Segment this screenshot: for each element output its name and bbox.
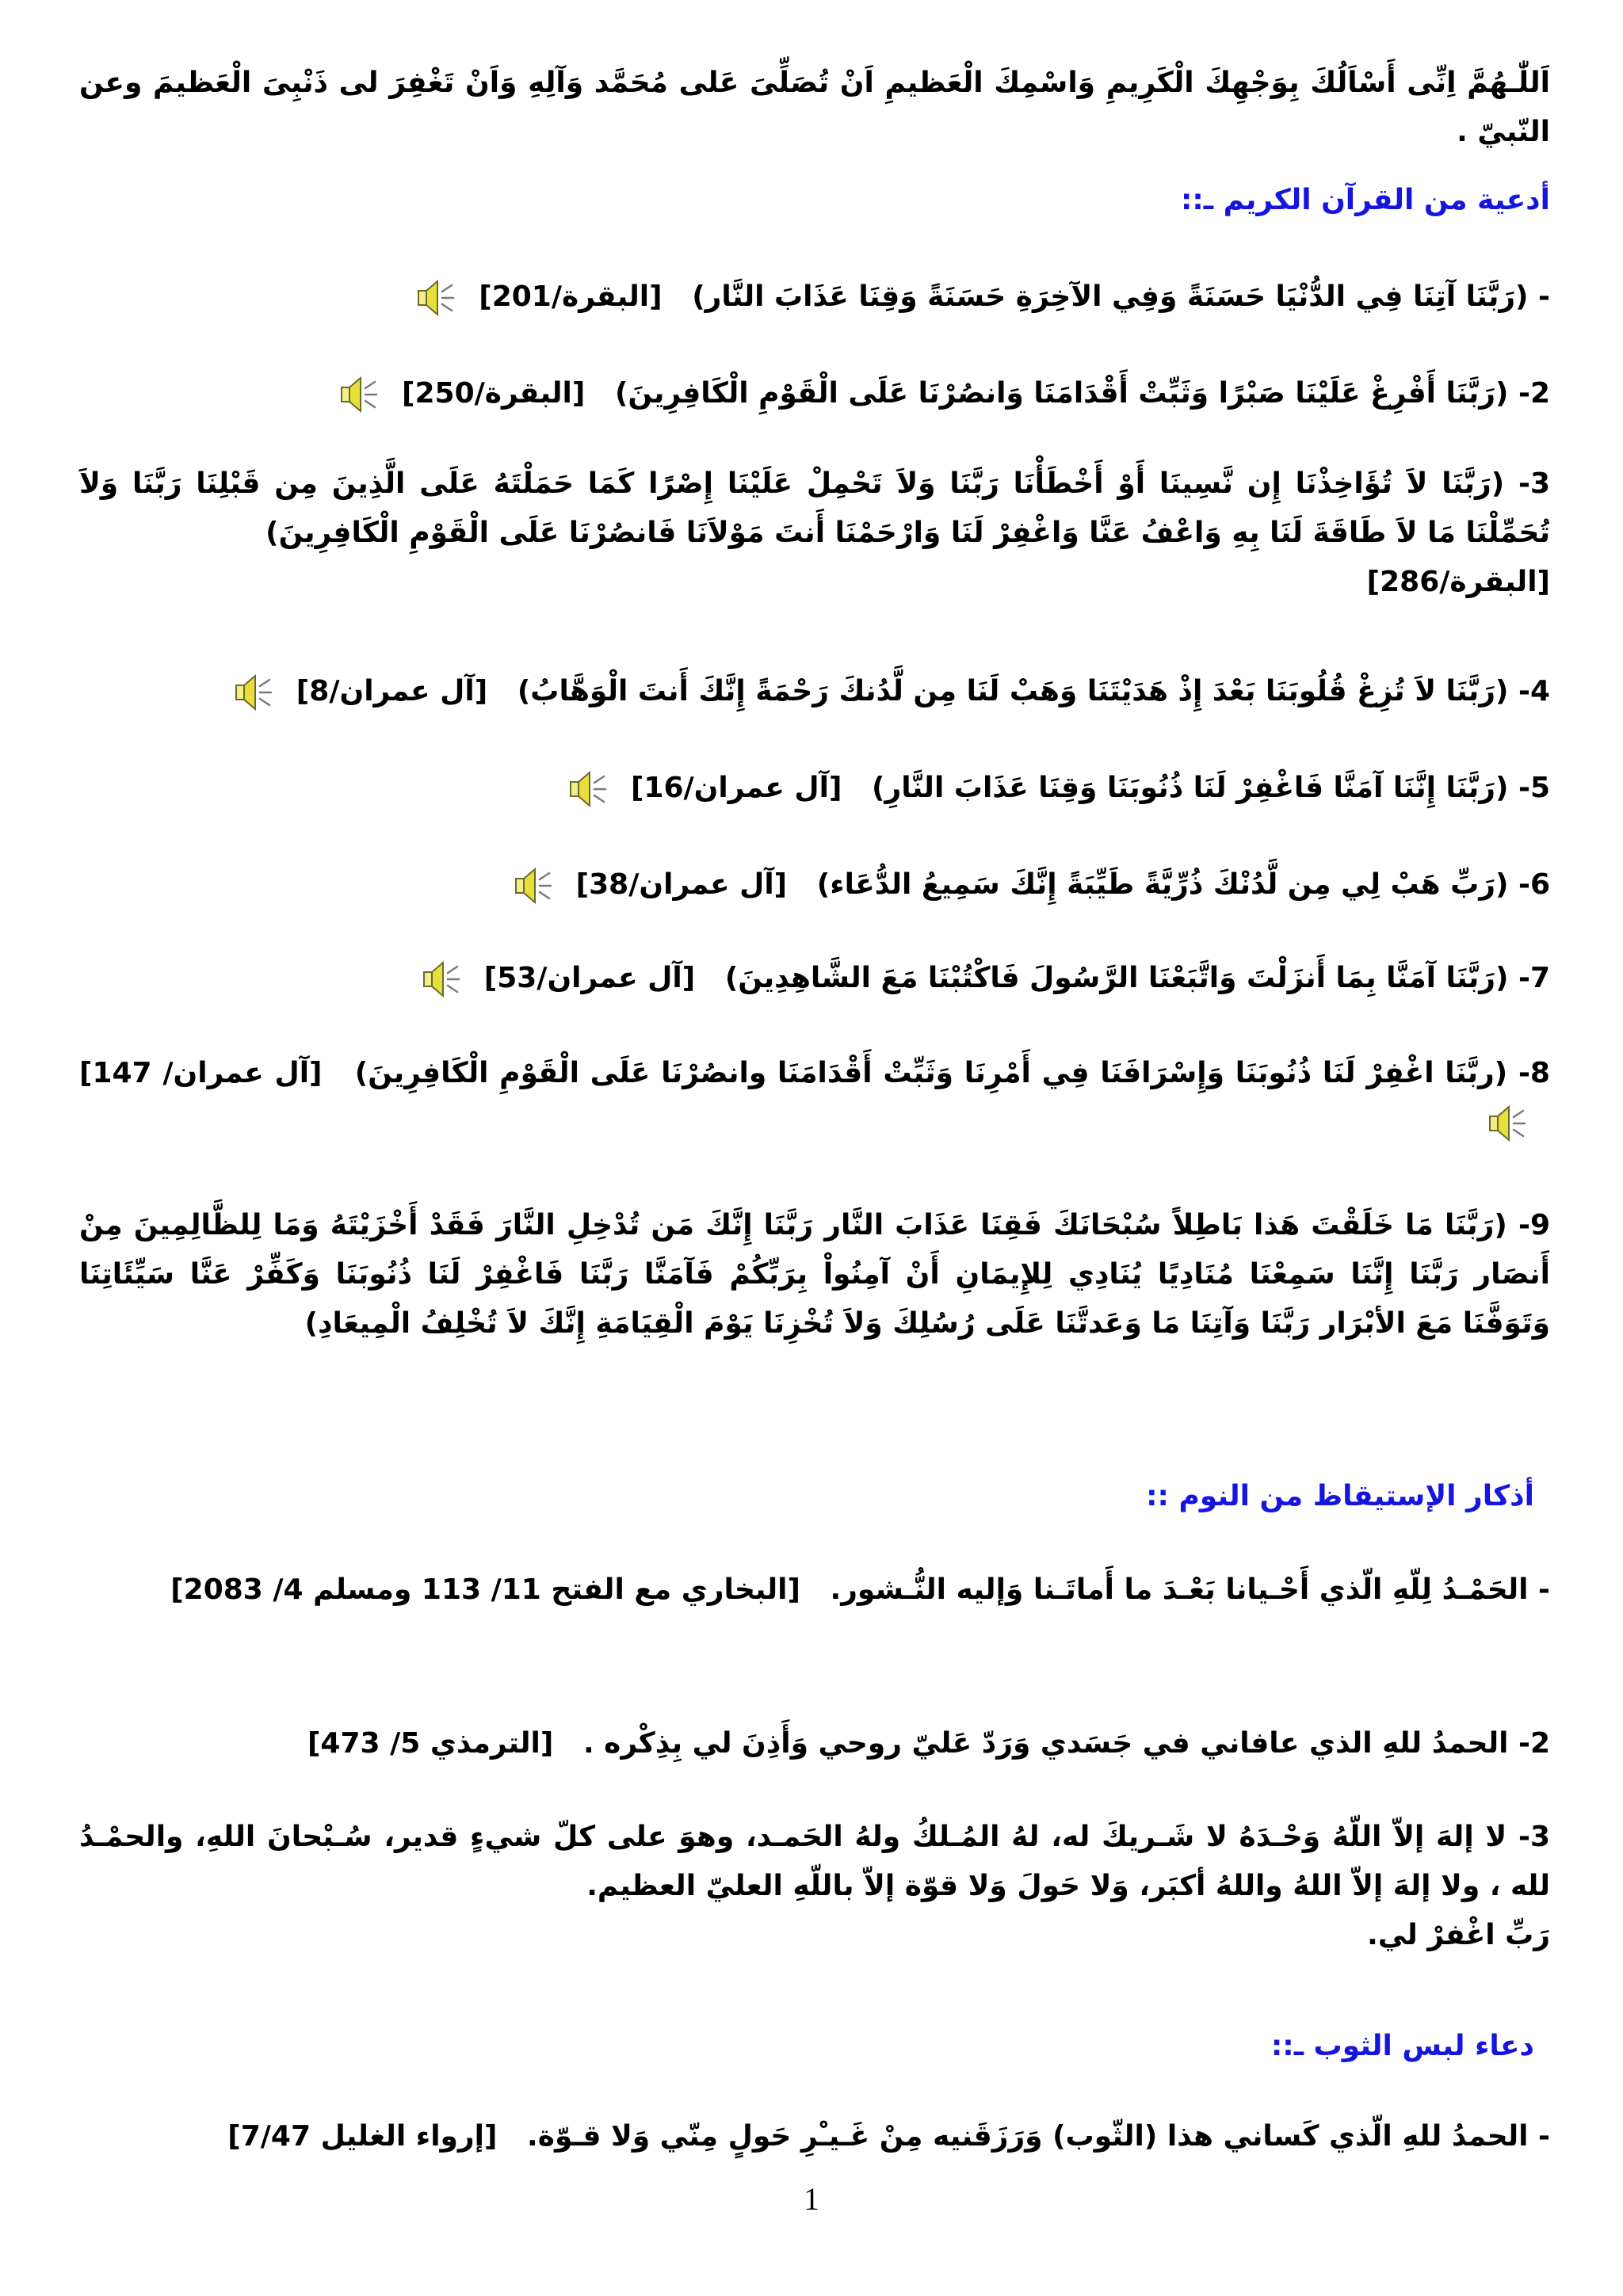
dua-prefix: - <box>1528 280 1550 313</box>
clothes-dua-prefix: - <box>1528 2120 1550 2153</box>
section-heading-waking-text: أذكار الإستيقاظ من النوم :: <box>1146 1480 1534 1512</box>
dhikr-source: [البخاري مع الفتح 11/ 113 ومسلم 4/ 2083] <box>170 1573 800 1606</box>
page-number: 1 <box>804 2181 819 2217</box>
dua-text: (رَبَّنَا أَفْرِغْ عَلَيْنَا صَبْرًا وَثَبِّتْ أَقْدَامَنَا وَانصُرْنَا عَلَى الْقَوْمِ الْكَافِرِينَ) <box>614 377 1509 410</box>
waking-dhikr-2 <box>79 1719 1550 1768</box>
dua-source: [البقرة/201] <box>479 280 663 313</box>
waking-dhikr-3 <box>79 1813 1550 1960</box>
quran-dua-8 <box>79 1049 1550 1147</box>
speaker-icon[interactable] <box>1485 1103 1528 1144</box>
dua-prefix: 9- <box>1507 1209 1550 1241</box>
dua-source: [آل عمران/53] <box>483 962 696 994</box>
quran-dua-1 <box>79 273 1550 322</box>
speaker-icon[interactable] <box>231 672 274 713</box>
dua-prefix: 3- <box>1504 467 1551 500</box>
dhikr-prefix: - <box>1528 1573 1550 1606</box>
speaker-icon[interactable] <box>511 865 554 906</box>
dhikr-text: الحَمْـدُ لِلّهِ الّذي أَحْـيانا بَعْـدَ ما أَماتَـنا وَإليه النُّـشور. <box>830 1573 1529 1606</box>
section-heading-clothes-text: دعاء لبس الثوب ـ:: <box>1270 2030 1534 2062</box>
dua-text: (رَبَّنَا آتِنَا فِي الدُّنْيَا حَسَنَةً وَفِي الآخِرَةِ حَسَنَةً وَقِنَا عَذَابَ النَّار) <box>692 280 1529 313</box>
dua-text: (رَبَّنَا لاَ تُزِغْ قُلُوبَنَا بَعْدَ إِذْ هَدَيْتَنَا وَهَبْ لَنَا مِن لَّدُنكَ رَحْمَةً إِنَّكَ أَنتَ الْوَهَّابُ) <box>517 675 1509 707</box>
dhikr-prefix: 2- <box>1508 1727 1550 1760</box>
dua-text: (ربَّنَا اغْفِرْ لَنَا ذُنُوبَنَا وَإِسْرَافَنَا فِي أَمْرِنَا وَثَبِّتْ أَقْدَامَنَا وانصُرْنَا عَلَى الْقَوْمِ الْكَافِرِينَ) <box>354 1057 1508 1089</box>
dua-source: [آل عمران/ 147] <box>79 1057 323 1089</box>
dua-text: (رَبَّنَا لاَ تُؤَاخِذْنَا إِن نَّسِينَا أَوْ أَخْطَأْنَا رَبَّنَا وَلاَ تَحْمِلْ عَلَيْنَا إِصْرًا كَمَا حَمَلْتَهُ عَلَى الَّذِينَ مِن قَبْلِنَا رَبَّنَا وَلاَ تُحَمِّلْنَا مَا لاَ طَاقَةَ لَنَا بِهِ وَاعْفُ عَنَّا وَاغْفِرْ لَنَا وَارْحَمْنَا أَنتَ مَوْلاَنَا فَانصُرْنَا عَلَى الْقَوْمِ الْكَافِرِينَ) <box>79 467 1550 549</box>
section-heading-clothes <box>79 2022 1534 2071</box>
speaker-icon[interactable] <box>337 374 380 415</box>
waking-dhikr-1 <box>79 1566 1550 1615</box>
dua-text: (رَبَّنَا إِنَّنَا آمَنَّا فَاغْفِرْ لَنَا ذُنُوبَنَا وَقِنَا عَذَابَ النَّارِ) <box>872 772 1509 804</box>
dhikr-text: الحمدُ للهِ الذي عافاني في جَسَدي وَرَدّ عَليّ روحي وَأَذِنَ لي بِذِكْره . <box>582 1727 1509 1760</box>
dhikr-prefix: 3- <box>1507 1821 1550 1853</box>
section-heading-waking <box>79 1472 1534 1521</box>
quran-dua-5 <box>79 764 1550 813</box>
intro-dua-text: اَللّٰـهُمَّ اِنِّی أَسْاَلُكَ بِوَجْهِكَ الْكَرِیمِ وَاسْمِكَ الْعَظیمِ اَنْ تُصَلِّیَ عَلی مُحَمَّد وَآلِهِ وَاَنْ تَغْفِرَ لی ذَنْبِیَ الْعَظیمَ وعن النّبيّ . <box>79 67 1550 148</box>
quran-dua-6 <box>79 860 1550 910</box>
dhikr-source: [الترمذي 5/ 473] <box>307 1727 554 1760</box>
dua-text: (رَبَّنَا مَا خَلَقْتَ هَذا بَاطِلاً سُبْحَانَكَ فَقِنَا عَذَابَ النَّار رَبَّنَا إِنَّكَ مَن تُدْخِلِ النَّارَ فَقَدْ أَخْزَيْتَهُ وَمَا لِلظَّالِمِينَ مِنْ أَنصَار رَبَّنَا إِنَّنَا سَمِعْنَا مُنَادِيًا يُنَادِي لِلإِيمَانِ أَنْ آمِنُواْ بِرَبِّكُمْ فَآمَنَّا رَبَّنَا فَاغْفِرْ لَنَا ذُنُوبَنَا وَكَفِّرْ عَنَّا سَيِّئَاتِنَا وَتَوَفَّنَا مَعَ الأبْرَار رَبَّنَا وَآتِنَا مَا وَعَدتَّنَا عَلَى رُسُلِكَ وَلاَ تُخْزِنَا يَوْمَ الْقِيَامَةِ إِنَّكَ لاَ تُخْلِفُ الْمِيعَادِ) <box>79 1209 1550 1340</box>
dua-source: [آل عمران/16] <box>630 772 842 804</box>
dua-prefix: 4- <box>1508 675 1550 707</box>
speaker-icon[interactable] <box>566 769 609 810</box>
dua-prefix: 7- <box>1508 962 1550 994</box>
clothes-dua-text: الحمدُ للهِ الّذي كَساني هذا (الثّوب) وَرَزَقَنيه مِنْ غَـيـْرِ حَولٍ مِنّي وَلا قـوّة. <box>527 2120 1529 2153</box>
quran-dua-3 <box>79 460 1550 607</box>
speaker-icon[interactable] <box>414 277 456 318</box>
dua-text: (رَبَّنَا آمَنَّا بِمَا أَنزَلْتَ وَاتَّبَعْنَا الرَّسُولَ فَاكْتُبْنَا مَعَ الشَّاهِدِينَ) <box>724 962 1509 994</box>
quran-dua-2 <box>79 369 1550 418</box>
clothes-dua <box>79 2112 1550 2161</box>
dua-prefix: 8- <box>1507 1057 1550 1089</box>
speaker-icon[interactable] <box>419 959 462 1000</box>
dua-source: [البقرة/250] <box>402 377 586 410</box>
dua-source: [آل عمران/8] <box>296 675 488 707</box>
dhikr-text: لا إلهَ إلاّ اللّهُ وَحْـدَهُ لا شَـريكَ له، لهُ المُـلكُ ولهُ الحَمـد، وهوَ على كلّ شيءٍ قدير، سُـبْحانَ اللهِ، والحمْـدُ لله ، ولا إلهَ إلاّ اللهُ واللهُ أكبَر، وَلا حَولَ وَلا قوّة إلاّ باللّهِ العليّ العظيم. <box>79 1821 1550 1902</box>
quran-dua-7 <box>79 954 1550 1003</box>
dua-text: (رَبِّ هَبْ لِي مِن لَّدُنْكَ ذُرِّيَّةً طَيِّبَةً إِنَّكَ سَمِيعُ الدُّعَاء) <box>816 868 1509 901</box>
dua-prefix: 5- <box>1508 772 1550 804</box>
quran-dua-4 <box>79 667 1550 716</box>
section-heading-quran-text: أدعية من القرآن الكريم ـ:: <box>1180 184 1550 216</box>
dua-source: [آل عمران/38] <box>575 868 788 901</box>
clothes-dua-source: [إرواء الغليل 7/47] <box>227 2120 498 2153</box>
dua-prefix: 2- <box>1508 377 1550 410</box>
intro-dua <box>79 59 1550 157</box>
section-heading-quran <box>79 176 1550 225</box>
dua-prefix: 6- <box>1508 868 1550 901</box>
quran-dua-9 <box>79 1201 1550 1348</box>
dhikr-line2: رَبِّ اغْفرْ لي. <box>1367 1919 1550 1951</box>
dua-source: [البقرة/286] <box>1366 566 1550 598</box>
